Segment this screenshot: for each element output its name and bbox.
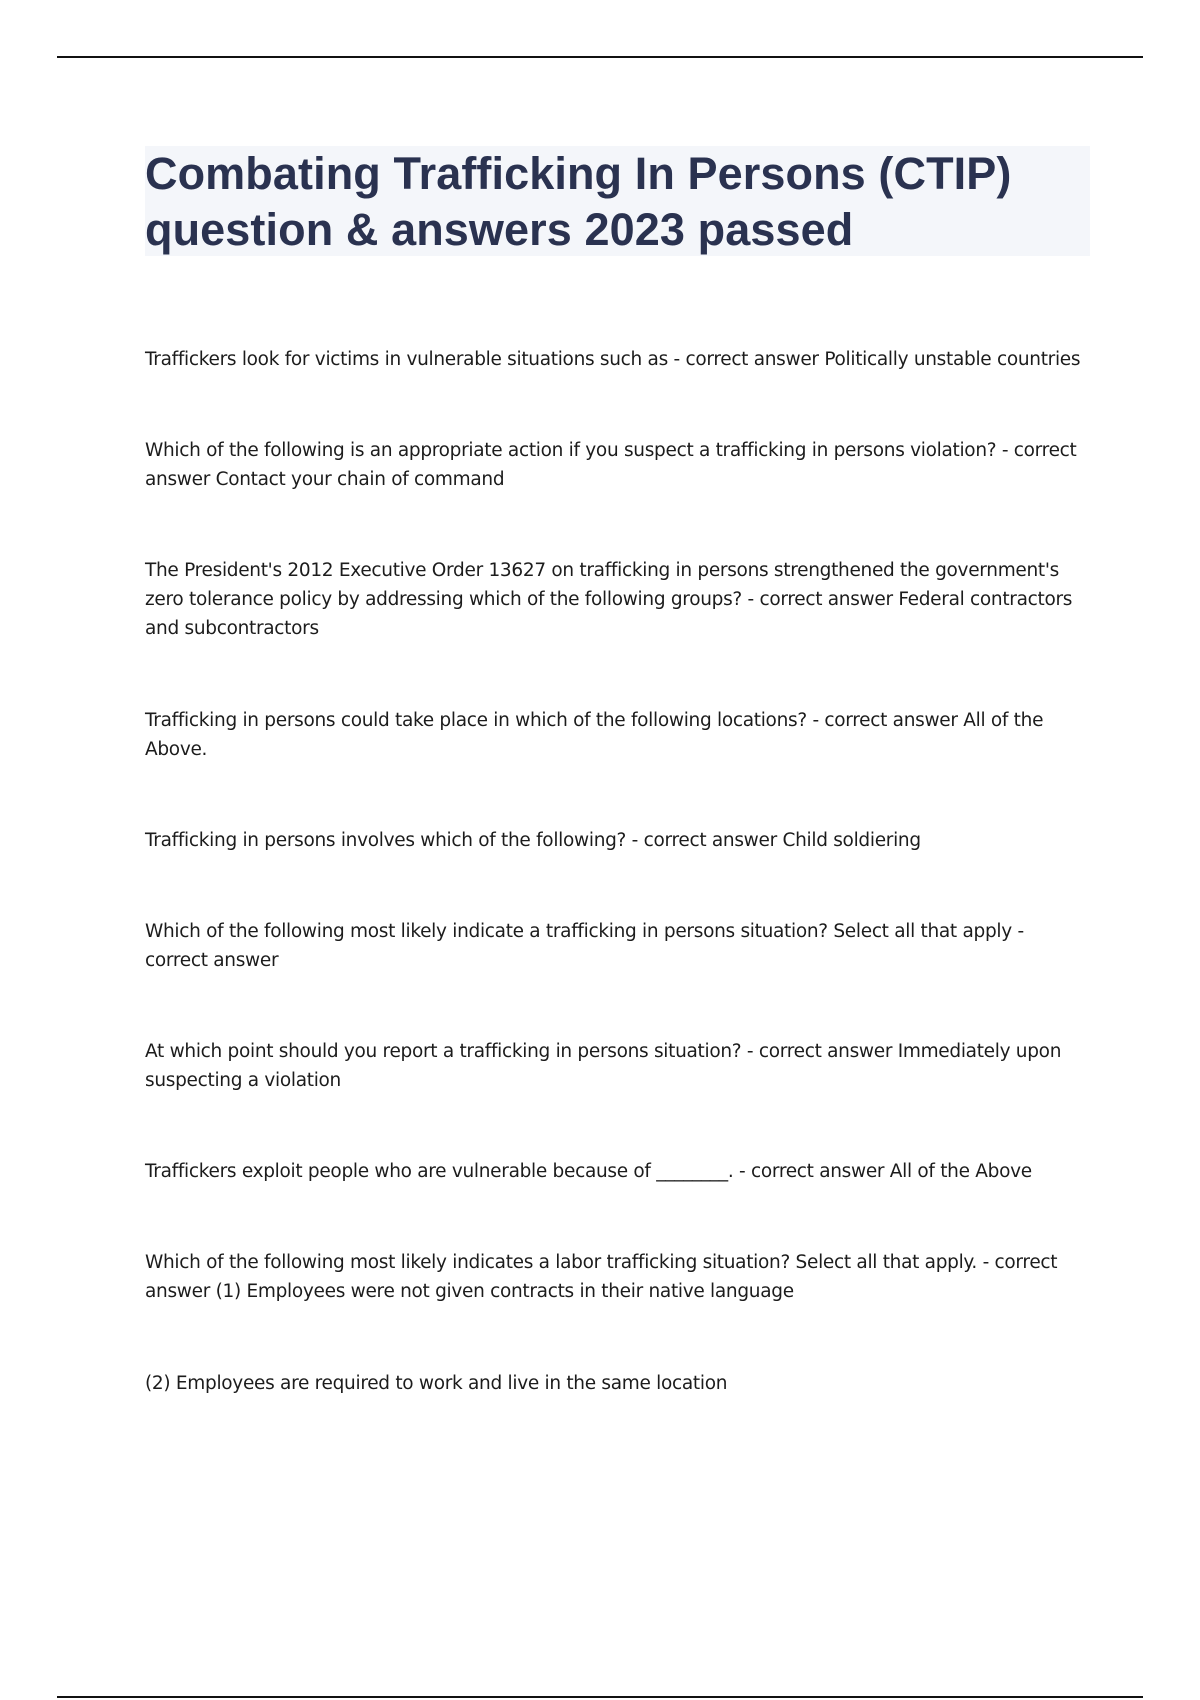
qa-item-7: At which point should you report a trafficking in persons situation? - correct answer Immediately upon suspecting a violation	[145, 1041, 1062, 1091]
qa-item-10: (2) Employees are required to work and live in the same location	[145, 1373, 728, 1394]
qa-item-9: Which of the following most likely indicates a labor trafficking situation? Select all that apply. - correct answer (1) Employees were not given contracts in their native language	[145, 1252, 1058, 1302]
qa-item-4: Trafficking in persons could take place in which of the following locations? - correct answer All of the Above.	[145, 710, 1044, 760]
qa-item-3: The President's 2012 Executive Order 13627 on trafficking in persons strengthened the government's zero tolerance policy by addressing which of the following groups? - correct answer Federal contractors and subcontractors	[145, 560, 1073, 639]
qa-item-2: Which of the following is an appropriate action if you suspect a trafficking in persons violation? - correct answer Contact your chain of command	[145, 440, 1077, 490]
bottom-rule	[57, 1696, 1143, 1698]
qa-item-8: Traffickers exploit people who are vulnerable because of ________. - correct answer All of the Above	[145, 1161, 1032, 1182]
top-rule	[57, 56, 1143, 58]
qa-item-6: Which of the following most likely indicate a trafficking in persons situation? Select all that apply - correct answer	[145, 921, 1024, 971]
document-title: Combating Trafficking In Persons (CTIP) question & answers 2023 passed	[145, 148, 1012, 255]
qa-item-1: Traffickers look for victims in vulnerable situations such as - correct answer Politically unstable countries	[145, 349, 1081, 370]
title-banner	[145, 146, 1090, 256]
qa-item-5: Trafficking in persons involves which of the following? - correct answer Child soldiering	[145, 830, 921, 851]
